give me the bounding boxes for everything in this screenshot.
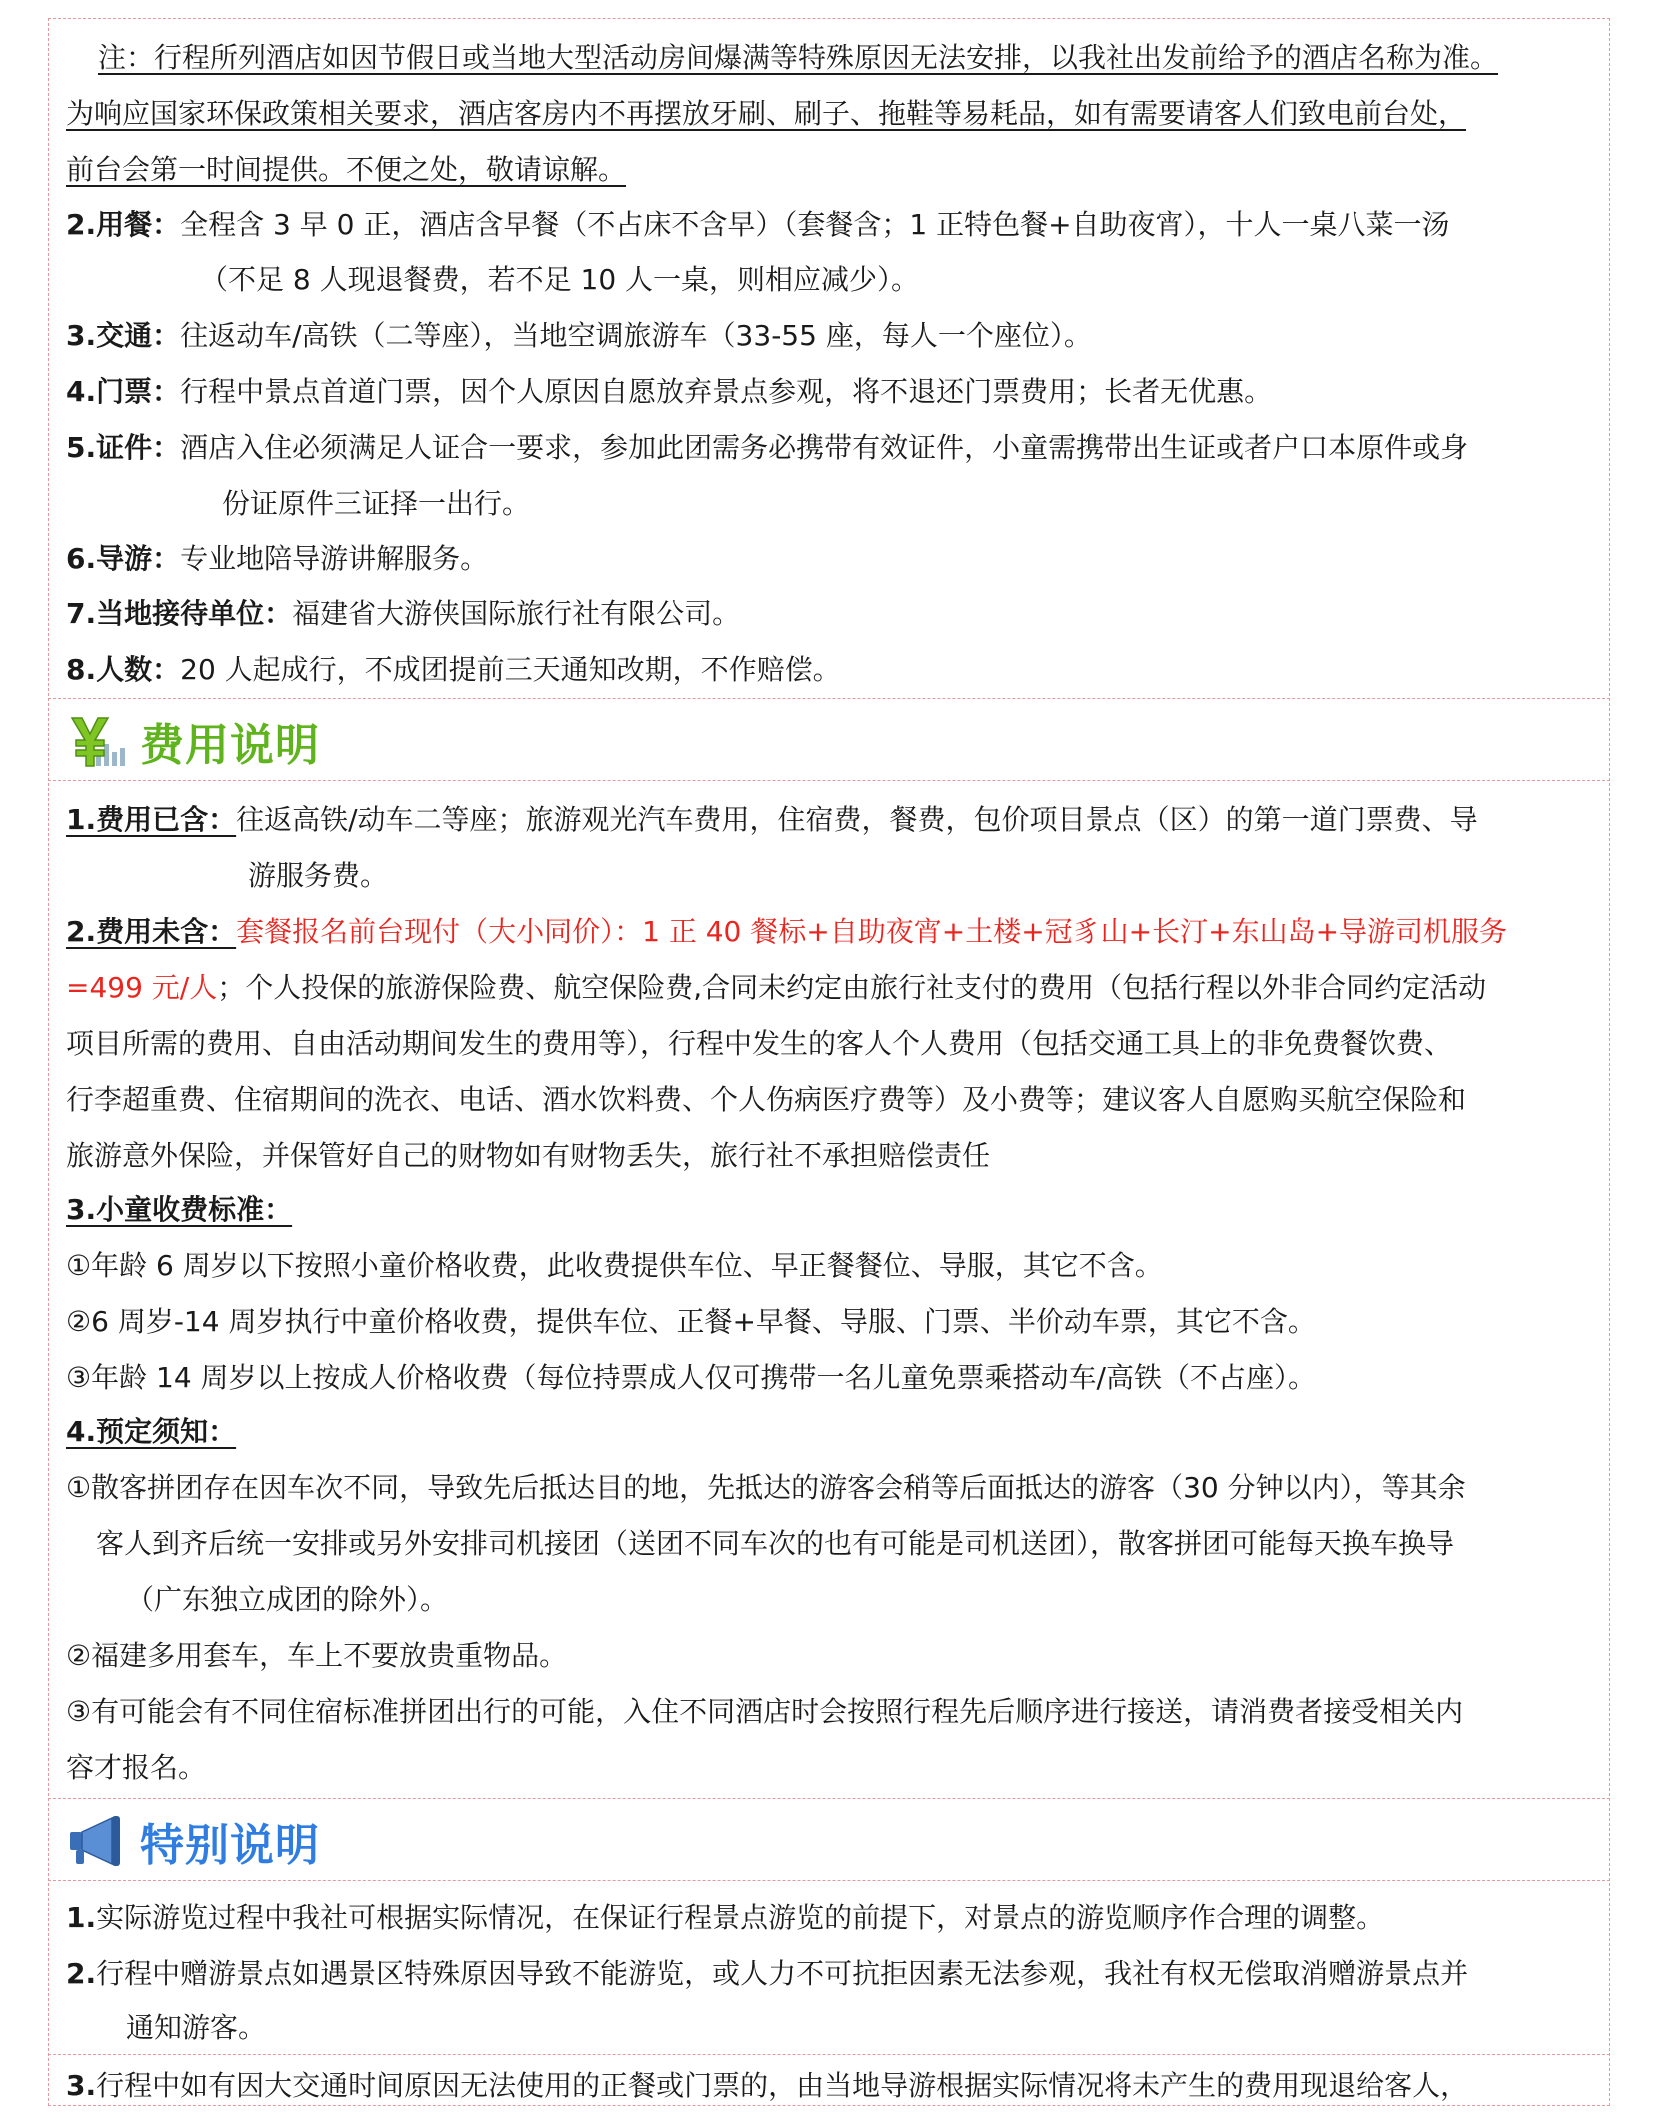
booking-notice-b: ②福建多用套车，车上不要放贵重物品。 — [66, 1639, 568, 1672]
fee-excluded-line-4: 行李超重费、住宿期间的洗衣、电话、酒水饮料费、个人伤病医疗费等）及小费等；建议客人自愿购买航空保险和 — [66, 1083, 1467, 1116]
id-text: 酒店入住必须满足人证合一要求，参加此团需务必携带有效证件，小童需携带出生证或者户口本原件或身 — [180, 431, 1469, 464]
fee-section-header — [66, 706, 320, 776]
special-item-3-num: 3. — [66, 2069, 97, 2102]
meal-label: 2.用餐： — [66, 208, 181, 241]
special-item-2-text: 行程中赠游景点如遇景区特殊原因导致不能游览，或人力不可抗拒因素无法参观，我社有权无偿取消赠游景点并 — [96, 1957, 1469, 1990]
fee-excluded-label: 2.费用未含： — [66, 915, 237, 948]
agency-label: 7.当地接待单位： — [66, 597, 293, 630]
megaphone-icon — [66, 1810, 136, 1872]
booking-notice-c2: 容才报名。 — [66, 1751, 207, 1784]
booking-notice-label: 4.预定须知： — [66, 1415, 237, 1448]
guide-item — [66, 539, 488, 579]
fee-excluded-text-2: ；个人投保的旅游保险费、航空保险费,合同未约定由旅行社支付的费用（包括行程以外非合同约定活动 — [217, 971, 1487, 1004]
people-item — [66, 650, 841, 690]
meal-item — [66, 205, 1450, 245]
divider — [48, 1880, 1610, 1881]
special-item-3-text: 行程中如有因大交通时间原因无法使用的正餐或门票的，由当地导游根据实际情况将未产生的费用现退给客人， — [96, 2069, 1469, 2102]
fee-included-text: 往返高铁/动车二等座；旅游观光汽车费用，住宿费，餐费，包价项目景点（区）的第一道门票费、导 — [236, 803, 1478, 836]
fee-excluded-line-2 — [66, 968, 1486, 1008]
id-item — [66, 428, 1468, 468]
special-item-1-num: 1. — [66, 1901, 97, 1934]
special-item-2-num: 2. — [66, 1957, 97, 1990]
fee-excluded-item — [66, 912, 1507, 952]
fee-included-label: 1.费用已含： — [66, 803, 237, 836]
divider — [48, 780, 1610, 781]
booking-notice-a2: 客人到齐后统一安排或另外安排司机接团（送团不同车次的也有可能是司机送团），散客拼团可能每天换车换导 — [96, 1527, 1455, 1560]
people-label: 8.人数： — [66, 653, 181, 686]
child-fee-c: ③年龄 14 周岁以上按成人价格收费（每位持票成人仅可携带一名儿童免票乘搭动车/高铁（不占座）。 — [66, 1361, 1316, 1394]
people-text: 20 人起成行，不成团提前三天通知改期，不作赔偿。 — [180, 653, 841, 686]
special-item-3 — [66, 2066, 1468, 2106]
ticket-label: 4.门票： — [66, 375, 181, 408]
fee-excluded-red-text: 套餐报名前台现付（大小同价）：1 正 40 餐标+自助夜宵+土楼+冠豸山+长汀+东山岛+导游司机服务 — [236, 915, 1508, 948]
child-fee-label: 3.小童收费标准： — [66, 1193, 293, 1226]
special-section-header — [66, 1806, 320, 1876]
id-text-cont: 份证原件三证择一出行。 — [222, 487, 531, 520]
child-fee-b: ②6 周岁-14 周岁执行中童价格收费，提供车位、正餐+早餐、导服、门票、半价动车票，其它不含。 — [66, 1305, 1316, 1338]
special-item-1-text: 实际游览过程中我社可根据实际情况，在保证行程景点游览的前提下，对景点的游览顺序作合理的调整。 — [96, 1901, 1385, 1934]
notice-line-2: 为响应国家环保政策相关要求，酒店客房内不再摆放牙刷、刷子、拖鞋等易耗品，如有需要请客人们致电前台处， — [66, 97, 1467, 130]
notice-line-1: 注：行程所列酒店如因节假日或当地大型活动房间爆满等特殊原因无法安排，以我社出发前给予的酒店名称为准。 — [98, 41, 1499, 74]
divider — [48, 1798, 1610, 1799]
agency-item — [66, 594, 740, 634]
guide-label: 6.导游： — [66, 542, 181, 575]
id-label: 5.证件： — [66, 431, 181, 464]
transport-label: 3.交通： — [66, 319, 181, 352]
child-fee-a: ①年龄 6 周岁以下按照小童价格收费，此收费提供车位、早正餐餐位、导服，其它不含。 — [66, 1249, 1163, 1282]
yen-icon — [66, 710, 136, 772]
fee-excluded-line-5: 旅游意外保险，并保管好自己的财物如有财物丢失，旅行社不承担赔偿责任 — [66, 1139, 991, 1172]
notice-line-3: 前台会第一时间提供。不便之处，敬请谅解。 — [66, 153, 627, 186]
divider — [48, 698, 1610, 699]
special-item-2 — [66, 1954, 1468, 1994]
fee-included-item — [66, 800, 1478, 840]
fee-included-cont: 游服务费。 — [248, 859, 389, 892]
fee-excluded-line-3: 项目所需的费用、自由活动期间发生的费用等），行程中发生的客人个人费用（包括交通工具上的非免费餐饮费、 — [66, 1027, 1453, 1060]
guide-text: 专业地陪导游讲解服务。 — [180, 542, 489, 575]
divider — [48, 2054, 1610, 2055]
special-section-title: 特别说明 — [140, 1820, 320, 1871]
booking-notice-a1: ①散客拼团存在因车次不同，导致先后抵达目的地，先抵达的游客会稍等后面抵达的游客（30 分钟以内），等其余 — [66, 1471, 1466, 1504]
booking-notice-c1: ③有可能会有不同住宿标准拼团出行的可能，入住不同酒店时会按照行程先后顺序进行接送，请消费者接受相关内 — [66, 1695, 1464, 1728]
ticket-item — [66, 372, 1272, 412]
ticket-text: 行程中景点首道门票，因个人原因自愿放弃景点参观，将不退还门票费用；长者无优惠。 — [180, 375, 1273, 408]
transport-item — [66, 316, 1092, 356]
agency-text: 福建省大游侠国际旅行社有限公司。 — [292, 597, 741, 630]
special-item-2-cont: 通知游客。 — [126, 2011, 267, 2044]
meal-text-cont: （不足 8 人现退餐费，若不足 10 人一桌，则相应减少）。 — [200, 263, 920, 296]
meal-text: 全程含 3 早 0 正，酒店含早餐（不占床不含早）（套餐含；1 正特色餐+自助夜宵），十人一桌八菜一汤 — [180, 208, 1450, 241]
special-item-1 — [66, 1898, 1384, 1938]
fee-excluded-price: =499 元/人 — [66, 971, 218, 1004]
booking-notice-a3: （广东独立成团的除外）。 — [126, 1583, 449, 1616]
transport-text: 往返动车/高铁（二等座），当地空调旅游车（33-55 座，每人一个座位）。 — [180, 319, 1092, 352]
fee-section-title: 费用说明 — [140, 720, 320, 771]
